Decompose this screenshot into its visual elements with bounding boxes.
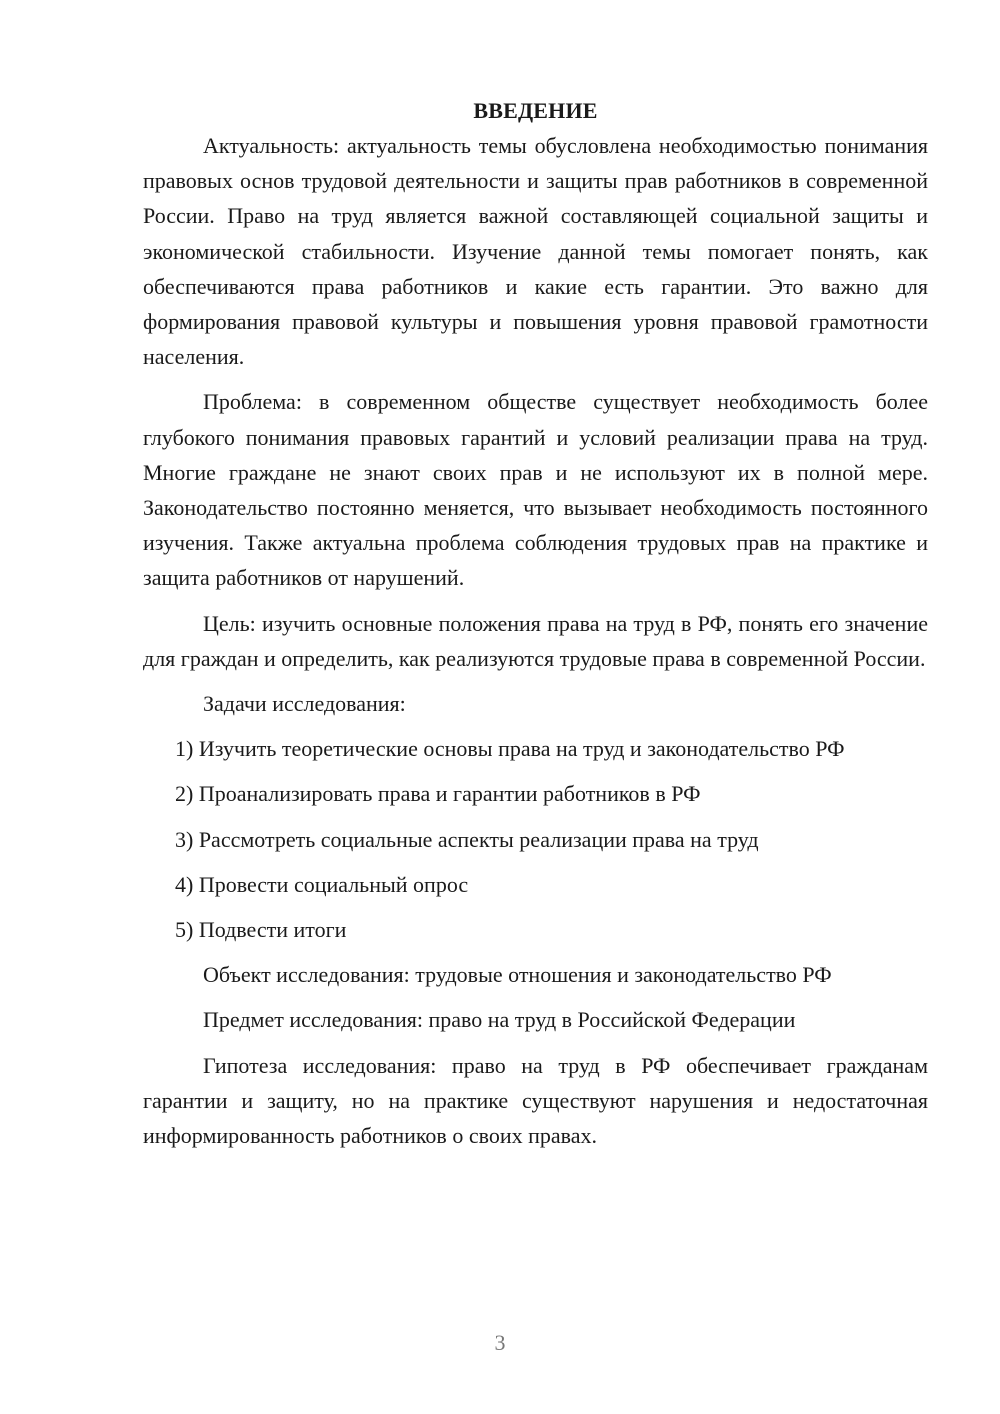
tasks-list	[143, 731, 928, 947]
tasks-title: Задачи исследования:	[203, 691, 406, 717]
document-page	[143, 94, 928, 1153]
relevance-paragraph: Актуальность: актуальность темы обусловлена необходимостью понимания правовых основ трудовой деятельности и защиты прав работников в современной России. Право на труд является важной составляющей социальной защиты и экономической стабильности. Изучение данной темы помогает понять, как обеспечиваются права работников и какие есть гарантии. Это важно для формирования правовой культуры и повышения уровня правовой грамотности населения.	[143, 133, 928, 370]
problem-paragraph: Проблема: в современном обществе существует необходимость более глубокого понимания правовых гарантий и условий реализации права на труд. Многие граждане не знают своих прав и не используют их в полной мере. Законодательство постоянно меняется, что вызывает необходимость постоянного изучения. Также актуальна проблема соблюдения трудовых прав на практике и защита работников от нарушений.	[143, 389, 928, 591]
page-title: ВВЕДЕНИЕ	[473, 98, 598, 123]
subject-paragraph: Предмет исследования: право на труд в Российской Федерации	[203, 1007, 796, 1033]
list-item: 5) Подвести итоги	[175, 917, 347, 943]
list-item: 1) Изучить теоретические основы права на труд и законодательство РФ	[175, 736, 845, 762]
object-paragraph: Объект исследования: трудовые отношения и законодательство РФ	[203, 962, 832, 988]
goal-paragraph: Цель: изучить основные положения права на труд в РФ, понять его значение для граждан и определить, как реализуются трудовые права в современной России.	[143, 610, 928, 671]
list-item: 3) Рассмотреть социальные аспекты реализации права на труд	[175, 826, 759, 852]
list-item: 4) Провести социальный опрос	[175, 871, 469, 897]
page-number: 3	[494, 1330, 506, 1355]
hypothesis-paragraph: Гипотеза исследования: право на труд в РФ обеспечивает гражданам гарантии и защиту, но на практике существуют нарушения и недостаточная информированность работников о своих правах.	[143, 1052, 928, 1149]
list-item: 2) Проанализировать права и гарантии работников в РФ	[175, 781, 701, 807]
